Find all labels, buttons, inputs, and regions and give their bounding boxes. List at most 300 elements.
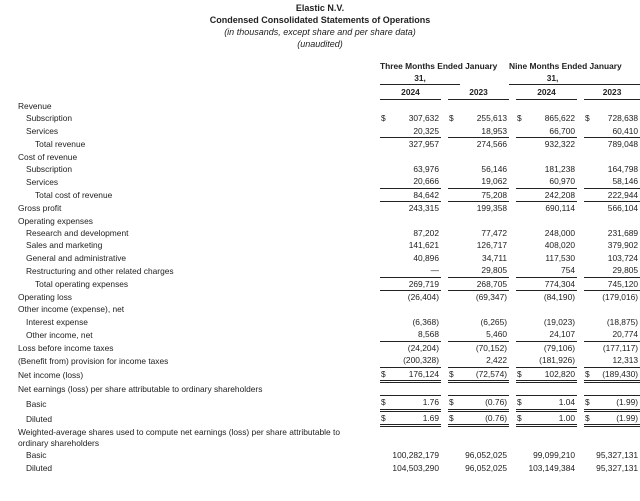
currency-symbol: $ [516,410,528,425]
currency-symbol [448,175,460,188]
currency-symbol [448,138,460,151]
currency-symbol: $ [516,367,528,381]
currency-symbol [584,227,596,239]
column-gap [441,151,448,163]
row-value [528,100,577,113]
currency-symbol [380,252,392,264]
row-value: (1.99) [596,396,640,410]
row-value: 8,568 [392,328,441,341]
currency-symbol [516,151,528,163]
period-header-nine-months: Nine Months Ended January [509,61,622,71]
column-gap [577,381,584,395]
row-value: 100,282,179 [392,450,439,461]
column-gap [441,367,448,381]
column-gap [441,381,448,395]
row-value [596,151,640,163]
currency-symbol [584,138,596,151]
column-gap [441,462,448,474]
column-gap [509,396,516,410]
company-name: Elastic N.V. [295,3,345,13]
column-gap [509,138,516,151]
column-gap [509,367,516,381]
row-value: 248,000 [544,228,576,239]
row-value: (19,023) [543,316,576,327]
column-gap [509,316,516,328]
row-value: 58,146 [596,175,640,188]
row-value: 117,530 [545,252,576,263]
column-gap [441,410,448,425]
column-gap [577,227,584,239]
row-value: 728,638 [607,113,639,124]
row-label: Total revenue [35,139,86,150]
currency-symbol [584,291,596,304]
row-label: Subscription [26,113,73,124]
row-label: Basic [26,398,47,409]
row-value: 24,107 [528,328,577,341]
row-value: 66,700 [528,125,577,138]
column-gap [509,188,516,201]
currency-symbol [380,125,392,138]
row-value: (177,117) [602,342,639,353]
row-label: Diluted [26,414,53,425]
row-label: Total operating expenses [35,279,129,290]
currency-symbol [584,215,596,227]
column-gap [577,341,584,354]
currency-symbol [380,277,392,290]
column-gap [577,291,584,304]
currency-symbol: $ [585,113,590,124]
currency-symbol [516,449,528,461]
currency-symbol [584,252,596,264]
row-value [460,215,509,227]
currency-symbol [448,100,460,113]
currency-symbol [448,252,460,264]
row-value: 12,313 [596,354,640,367]
row-value [596,303,640,315]
row-label: Other income, net [26,329,93,340]
currency-symbol [584,151,596,163]
table-row [0,381,640,395]
currency-symbol [516,277,528,290]
table-row [0,252,640,264]
row-value: (69,347) [475,292,508,303]
column-gap [577,449,584,461]
row-label: Services [26,126,59,137]
row-value: (6,368) [412,316,439,327]
table-row [0,163,640,175]
column-gap [577,151,584,163]
currency-symbol [448,188,460,201]
table-row [0,291,640,304]
column-gap [509,303,516,315]
row-value [528,381,577,395]
column-gap [441,264,448,277]
currency-symbol [380,227,392,239]
row-value: 141,621 [408,240,439,251]
row-value: 20,774 [596,328,640,341]
row-value: 19,062 [460,175,509,188]
statement-title: Condensed Consolidated Statements of Operations [209,15,431,25]
column-gap [577,328,584,341]
table-row [0,277,640,290]
row-value: (24,204) [407,342,439,353]
row-value: 243,315 [408,203,439,214]
currency-symbol [448,264,460,277]
row-value: 103,724 [607,252,639,263]
currency-symbol [516,316,528,328]
column-gap [509,175,516,188]
row-label: Loss before income taxes [18,342,114,353]
column-gap [577,163,584,175]
column-gap [509,462,516,474]
currency-symbol [380,328,392,341]
row-value: 164,798 [607,164,639,175]
row-value [392,215,441,227]
row-label: ordinary shareholders [18,438,100,449]
row-label: Operating expenses [18,215,93,226]
row-value: 63,976 [413,164,439,175]
row-label: Net income (loss) [18,370,84,381]
row-value: 181,238 [544,164,576,175]
row-value: 77,472 [481,228,508,239]
row-value: 1.69 [392,410,441,425]
column-gap [441,328,448,341]
currency-symbol [584,462,596,474]
period-header-row-1 [0,60,640,72]
column-gap [577,215,584,227]
column-gap [441,449,448,461]
row-label: Diluted [26,462,53,473]
currency-symbol [380,449,392,461]
column-gap [509,151,516,163]
currency-symbol [516,328,528,341]
currency-symbol [380,264,392,277]
column-gap [577,277,584,290]
column-gap [441,202,448,215]
table-row [0,188,640,201]
currency-symbol [516,264,528,277]
currency-symbol [380,316,392,328]
currency-symbol: $ [381,113,386,124]
column-gap [509,341,516,354]
table-row [0,328,640,341]
currency-symbol [516,462,528,474]
table-row [0,239,640,251]
table-row [0,462,640,474]
currency-symbol [516,227,528,239]
currency-symbol [516,100,528,113]
row-label: Net earnings (loss) per share attributable to ordinary shareholders [18,384,263,395]
table-row [0,341,640,354]
currency-symbol [448,239,460,251]
column-gap [577,396,584,410]
currency-symbol [584,381,596,395]
row-value: 96,052,025 [465,462,508,473]
column-gap [441,341,448,354]
column-gap [577,202,584,215]
row-value: (72,574) [460,367,509,381]
currency-symbol [448,449,460,461]
currency-symbol [516,252,528,264]
row-value: 20,325 [392,125,441,138]
column-gap [441,138,448,151]
currency-symbol [516,341,528,354]
table-row [0,125,640,138]
row-value: 84,642 [392,188,441,201]
currency-symbol [584,202,596,215]
row-value [528,303,577,315]
currency-symbol [516,239,528,251]
row-value [596,215,640,227]
table-row [0,227,640,239]
row-value: 932,322 [544,139,576,150]
column-gap [441,100,448,113]
currency-symbol [516,138,528,151]
table-row [0,367,640,381]
currency-symbol [516,354,528,367]
row-value: 29,805 [596,264,640,277]
row-value: 1.04 [528,396,577,410]
currency-symbol [380,354,392,367]
row-value: (0.76) [460,410,509,425]
row-value [392,303,441,315]
column-gap [509,277,516,290]
row-label: Operating loss [18,292,72,303]
period-header-nine-months-cont: 31, [509,72,596,85]
currency-symbol: $ [584,367,596,381]
column-gap [509,354,516,367]
row-value: (6,265) [480,316,508,327]
period-header-three-months: Three Months Ended January [380,61,498,71]
column-gap [441,175,448,188]
row-value [596,100,640,113]
column-gap [509,125,516,138]
currency-symbol [516,215,528,227]
currency-symbol: $ [584,396,596,410]
row-value: 87,202 [413,228,439,239]
table-row [0,100,640,113]
column-gap [509,215,516,227]
currency-symbol: $ [380,410,392,425]
row-label: Subscription [26,164,73,175]
currency-symbol [380,163,392,175]
currency-symbol [380,381,392,395]
column-gap [441,215,448,227]
currency-symbol [448,303,460,315]
row-value: 566,104 [607,203,639,214]
column-gap [441,303,448,315]
currency-symbol: $ [380,396,392,410]
column-gap [509,227,516,239]
row-value: 199,358 [476,203,508,214]
currency-symbol [380,188,392,201]
column-gap [441,252,448,264]
table-row [0,175,640,188]
row-label: Total cost of revenue [35,190,113,201]
column-gap [441,188,448,201]
row-value: (70,152) [475,342,508,353]
column-gap [441,125,448,138]
row-label: Weighted-average shares used to compute net earnings (loss) per share attributable to [18,427,340,438]
row-value [460,151,509,163]
row-value: — [392,264,441,277]
row-value: 242,208 [528,188,577,201]
table-row [0,215,640,227]
currency-symbol [516,175,528,188]
row-label: Basic [26,450,47,461]
currency-symbol [584,277,596,290]
currency-symbol [448,202,460,215]
column-gap [441,163,448,175]
currency-symbol [448,328,460,341]
column-gap [509,100,516,113]
table-row [0,112,640,124]
column-gap [441,354,448,367]
currency-symbol [380,202,392,215]
column-gap [577,264,584,277]
row-value: 2,422 [460,354,509,367]
currency-symbol: $ [517,113,522,124]
column-gap [577,239,584,251]
column-gap [577,367,584,381]
table-row [0,138,640,151]
row-value: 56,146 [481,164,508,175]
year-header-row [0,85,640,100]
currency-symbol: $ [448,410,460,425]
statement-audit-note: (unaudited) [297,39,343,49]
row-value: 327,957 [408,139,439,150]
row-value: (1.99) [596,410,640,425]
row-label: Gross profit [18,203,62,214]
table-row [0,303,640,315]
row-label: Services [26,176,59,187]
column-gap [509,291,516,304]
year-col-4: 2023 [584,85,640,100]
table-row [0,151,640,163]
row-value: 60,410 [596,125,640,138]
currency-symbol [448,381,460,395]
row-value: (189,430) [596,367,640,381]
column-gap [577,354,584,367]
currency-symbol: $ [448,367,460,381]
table-row [0,410,640,425]
currency-symbol [380,341,392,354]
currency-symbol [584,125,596,138]
row-value [460,303,509,315]
column-gap [441,227,448,239]
row-value: 269,719 [392,277,441,290]
currency-symbol [448,316,460,328]
statement-units-note: (in thousands, except share and per share data) [224,27,416,37]
row-value: 126,717 [476,240,508,251]
column-gap [441,112,448,124]
period-header-three-months-cont: 31, [380,72,460,85]
row-value: (179,016) [602,292,639,303]
column-gap [509,264,516,277]
row-value: (18,875) [606,316,639,327]
column-gap [441,316,448,328]
table-row [0,449,640,461]
year-col-1: 2024 [380,85,441,100]
row-value: 865,622 [544,113,576,124]
column-gap [577,138,584,151]
row-value [528,215,577,227]
row-value: 408,020 [544,240,576,251]
row-value: 96,052,025 [465,450,508,461]
currency-symbol [448,341,460,354]
row-value: 379,902 [607,240,639,251]
row-value: (84,190) [543,292,576,303]
column-gap [509,328,516,341]
currency-symbol: $ [449,113,454,124]
currency-symbol [448,163,460,175]
currency-symbol [448,151,460,163]
row-value: 1.76 [392,396,441,410]
currency-symbol: $ [448,396,460,410]
currency-symbol [584,354,596,367]
currency-symbol [584,303,596,315]
row-value: 99,099,210 [533,450,576,461]
row-label: General and administrative [26,252,127,263]
currency-symbol: $ [584,410,596,425]
row-value: 95,327,131 [596,450,639,461]
currency-symbol [448,215,460,227]
row-value: 102,820 [528,367,577,381]
period-header-row-2 [0,72,640,85]
row-value [596,381,640,395]
currency-symbol [516,163,528,175]
row-value: 774,304 [528,277,577,290]
column-gap [509,381,516,395]
row-label: Research and development [26,228,129,239]
column-gap [441,239,448,251]
column-gap [509,252,516,264]
currency-symbol [584,188,596,201]
currency-symbol [380,239,392,251]
table-row [0,438,640,449]
row-value: 690,114 [545,203,576,214]
row-value: 274,566 [476,139,508,150]
column-gap [577,188,584,201]
column-gap [577,462,584,474]
currency-symbol [516,291,528,304]
column-gap [441,396,448,410]
currency-symbol [584,163,596,175]
row-value [392,100,441,113]
column-gap [441,277,448,290]
currency-symbol [584,239,596,251]
year-col-3: 2024 [516,85,577,100]
currency-symbol: $ [516,396,528,410]
column-gap [509,112,516,124]
row-value: (26,404) [407,292,439,303]
table-row [0,316,640,328]
year-col-2: 2023 [448,85,509,100]
row-value: 1.00 [528,410,577,425]
row-value: 5,460 [460,328,509,341]
currency-symbol [380,303,392,315]
currency-symbol [584,175,596,188]
row-value [460,381,509,395]
column-gap [509,239,516,251]
table-row [0,202,640,215]
table-row [0,396,640,410]
row-value [460,100,509,113]
column-gap [577,175,584,188]
row-value: 40,896 [413,252,439,263]
row-value: 176,124 [392,367,441,381]
column-gap [509,410,516,425]
